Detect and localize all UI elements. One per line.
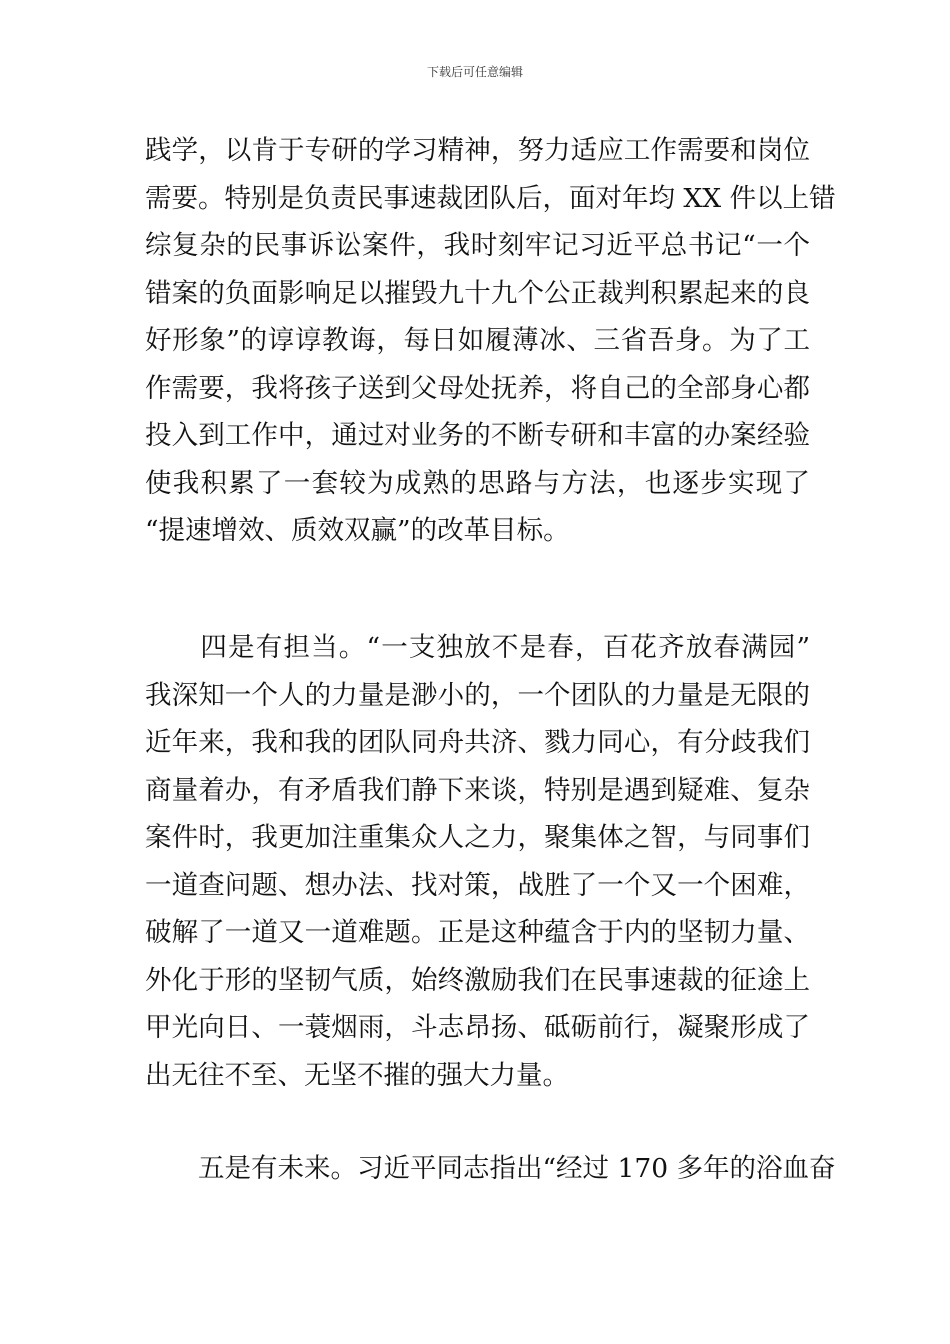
text-line: 使我积累了一套较为成熟的思路与方法，也逐步实现了 (145, 467, 810, 499)
text-line: 案件时，我更加注重集众人之力，聚集体之智，与同事们 (145, 822, 810, 853)
paragraph-1 (145, 127, 836, 555)
text-line: 一道查问题、想办法、找对策，战胜了一个又一个困难， (145, 869, 810, 901)
text-line: 错案的负面影响足以摧毁九十九个公正裁判积累起来的良 (145, 277, 810, 309)
text-line: 综复杂的民事诉讼案件，我时刻牢记习近平总书记“一个 (145, 230, 810, 261)
text-line: 践学，以肯于专研的学习精神，努力适应工作需要和岗位 (145, 135, 810, 166)
text-line: 我深知一个人的力量是渺小的，一个团队的力量是无限的 (145, 679, 810, 711)
text-line: 作需要，我将孩子送到父母处抚养，将自己的全部身心都 (145, 372, 810, 404)
text-line: 五是有未来。习近平同志指出“经过 170 多年的浴血奋 (145, 1153, 836, 1184)
paragraph-3 (145, 1145, 836, 1193)
text-line: 近年来，我和我的团队同舟共济、戮力同心，有分歧我们 (145, 727, 810, 758)
paragraph-2 (145, 624, 810, 1099)
text-line: “提速增效、质效双赢”的改革目标。 (145, 515, 570, 546)
text-line: 出无往不至、无坚不摧的强大力量。 (145, 1059, 569, 1091)
page-header: 下载后可任意编辑 (426, 65, 523, 79)
text-line: 好形象”的谆谆教诲，每日如履薄冰、三省吾身。为了工 (145, 325, 810, 356)
text-line: 投入到工作中，通过对业务的不断专研和丰富的办案经验 (145, 420, 810, 451)
text-line: 甲光向日、一蓑烟雨，斗志昂扬、砥砺前行，凝聚形成了 (145, 1012, 810, 1043)
text-line: 需要。特别是负责民事速裁团队后，面对年均 XX 件以上错 (145, 182, 836, 214)
text-line: 破解了一道又一道难题。正是这种蕴含于内的坚韧力量、 (145, 917, 810, 948)
text-line: 商量着办，有矛盾我们静下来谈，特别是遇到疑难、复杂 (145, 774, 810, 806)
text-line: 外化于形的坚韧气质，始终激励我们在民事速裁的征途上 (145, 964, 810, 996)
text-line: 四是有担当。“一支独放不是春，百花齐放春满园” (145, 632, 810, 663)
